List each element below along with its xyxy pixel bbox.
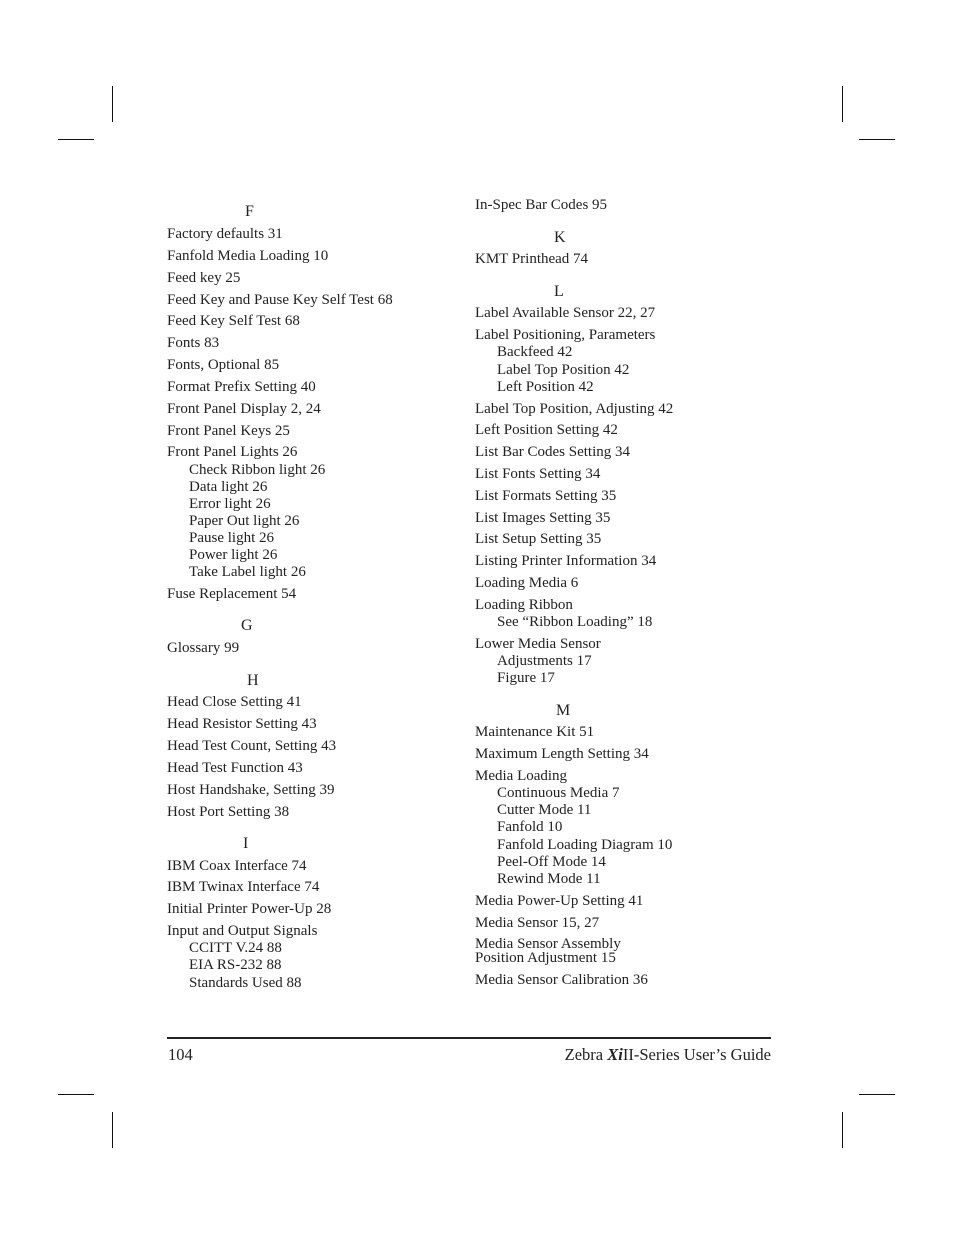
- index-entry: IBM Coax Interface 74: [167, 858, 307, 874]
- index-subentry: Continuous Media 7: [497, 785, 620, 801]
- index-entry: Lower Media Sensor: [475, 636, 601, 652]
- section-letter: G: [241, 617, 253, 634]
- index-subentry: Pause light 26: [189, 530, 274, 546]
- index-entry: Feed key 25: [167, 270, 241, 286]
- index-entry: Head Resistor Setting 43: [167, 716, 317, 732]
- index-subentry: Error light 26: [189, 496, 271, 512]
- index-entry: IBM Twinax Interface 74: [167, 879, 320, 895]
- index-entry: Loading Media 6: [475, 575, 579, 591]
- index-entry: Loading Ribbon: [475, 597, 573, 613]
- index-entry: Initial Printer Power-Up 28: [167, 901, 332, 917]
- guide-title: [565, 1045, 771, 1065]
- index-entry: Front Panel Display 2, 24: [167, 401, 321, 417]
- index-subentry: Adjustments 17: [497, 653, 592, 669]
- index-entry: Fonts, Optional 85: [167, 357, 280, 373]
- index-entry: Fanfold Media Loading 10: [167, 248, 329, 264]
- crop-mark: [58, 1094, 94, 1095]
- index-entry: List Bar Codes Setting 34: [475, 444, 630, 460]
- crop-mark: [859, 1094, 895, 1095]
- index-subentry: Backfeed 42: [497, 344, 573, 360]
- index-entry: Label Available Sensor 22, 27: [475, 305, 656, 321]
- index-subentry: Standards Used 88: [189, 975, 302, 991]
- index-entry: Front Panel Keys 25: [167, 423, 290, 439]
- crop-mark: [842, 86, 843, 122]
- index-entry-continuation: Position Adjustment 15: [475, 950, 616, 966]
- index-entry: Fuse Replacement 54: [167, 586, 297, 602]
- crop-mark: [112, 86, 113, 122]
- index-entry: Glossary 99: [167, 640, 240, 656]
- index-entry: Host Port Setting 38: [167, 804, 290, 820]
- section-letter: H: [247, 672, 259, 689]
- index-subentry: Peel-Off Mode 14: [497, 854, 606, 870]
- index-entry: Head Close Setting 41: [167, 694, 302, 710]
- index-subentry: Fanfold 10: [497, 819, 563, 835]
- index-subentry: Data light 26: [189, 479, 268, 495]
- index-subentry: Take Label light 26: [189, 564, 306, 580]
- index-entry: Media Sensor 15, 27: [475, 915, 600, 931]
- footer-rule: [167, 1037, 771, 1039]
- index-entry: In-Spec Bar Codes 95: [475, 197, 608, 213]
- index-entry: Maximum Length Setting 34: [475, 746, 649, 762]
- index-entry: Head Test Function 43: [167, 760, 303, 776]
- guide-model: Xi: [607, 1045, 623, 1064]
- crop-mark: [859, 139, 895, 140]
- section-letter: M: [556, 702, 571, 719]
- guide-prefix: Zebra: [564, 1045, 608, 1064]
- index-entry: Media Power-Up Setting 41: [475, 893, 644, 909]
- index-entry: Listing Printer Information 34: [475, 553, 657, 569]
- index-subentry: CCITT V.24 88: [189, 940, 282, 956]
- index-entry: Input and Output Signals: [167, 923, 318, 939]
- index-entry: List Fonts Setting 34: [475, 466, 601, 482]
- guide-suffix: II-Series User’s Guide: [622, 1045, 771, 1064]
- index-entry: Media Sensor Calibration 36: [475, 972, 648, 988]
- index-subentry: Rewind Mode 11: [497, 871, 601, 887]
- index-entry: Format Prefix Setting 40: [167, 379, 316, 395]
- index-entry: Media Sensor Assembly: [475, 936, 621, 952]
- index-subentry: Cutter Mode 11: [497, 802, 592, 818]
- section-letter: L: [554, 283, 564, 300]
- index-entry: Maintenance Kit 51: [475, 724, 595, 740]
- index-subentry: See “Ribbon Loading” 18: [497, 614, 653, 630]
- index-entry: Factory defaults 31: [167, 226, 283, 242]
- crop-mark: [58, 139, 94, 140]
- index-entry: Label Positioning, Parameters: [475, 327, 656, 343]
- index-entry: Label Top Position, Adjusting 42: [475, 401, 674, 417]
- section-letter: I: [243, 835, 249, 852]
- index-entry: Host Handshake, Setting 39: [167, 782, 335, 798]
- index-entry: Left Position Setting 42: [475, 422, 618, 438]
- index-subentry: Check Ribbon light 26: [189, 462, 326, 478]
- index-entry: List Images Setting 35: [475, 510, 611, 526]
- section-letter: K: [554, 229, 566, 246]
- index-entry: Feed Key and Pause Key Self Test 68: [167, 292, 393, 308]
- index-subentry: EIA RS-232 88: [189, 957, 282, 973]
- index-subentry: Power light 26: [189, 547, 278, 563]
- index-entry: List Formats Setting 35: [475, 488, 617, 504]
- index-entry: Front Panel Lights 26: [167, 444, 298, 460]
- index-subentry: Fanfold Loading Diagram 10: [497, 837, 673, 853]
- index-entry: Media Loading: [475, 768, 568, 784]
- page-number: 104: [168, 1045, 193, 1064]
- crop-mark: [112, 1112, 113, 1148]
- index-entry: Fonts 83: [167, 335, 220, 351]
- index-entry: Feed Key Self Test 68: [167, 313, 300, 329]
- index-entry: Head Test Count, Setting 43: [167, 738, 337, 754]
- index-entry: KMT Printhead 74: [475, 251, 589, 267]
- index-subentry: Figure 17: [497, 670, 555, 686]
- index-subentry: Paper Out light 26: [189, 513, 300, 529]
- index-subentry: Label Top Position 42: [497, 362, 630, 378]
- index-entry: List Setup Setting 35: [475, 531, 602, 547]
- index-subentry: Left Position 42: [497, 379, 594, 395]
- section-letter: F: [245, 203, 254, 220]
- crop-mark: [842, 1112, 843, 1148]
